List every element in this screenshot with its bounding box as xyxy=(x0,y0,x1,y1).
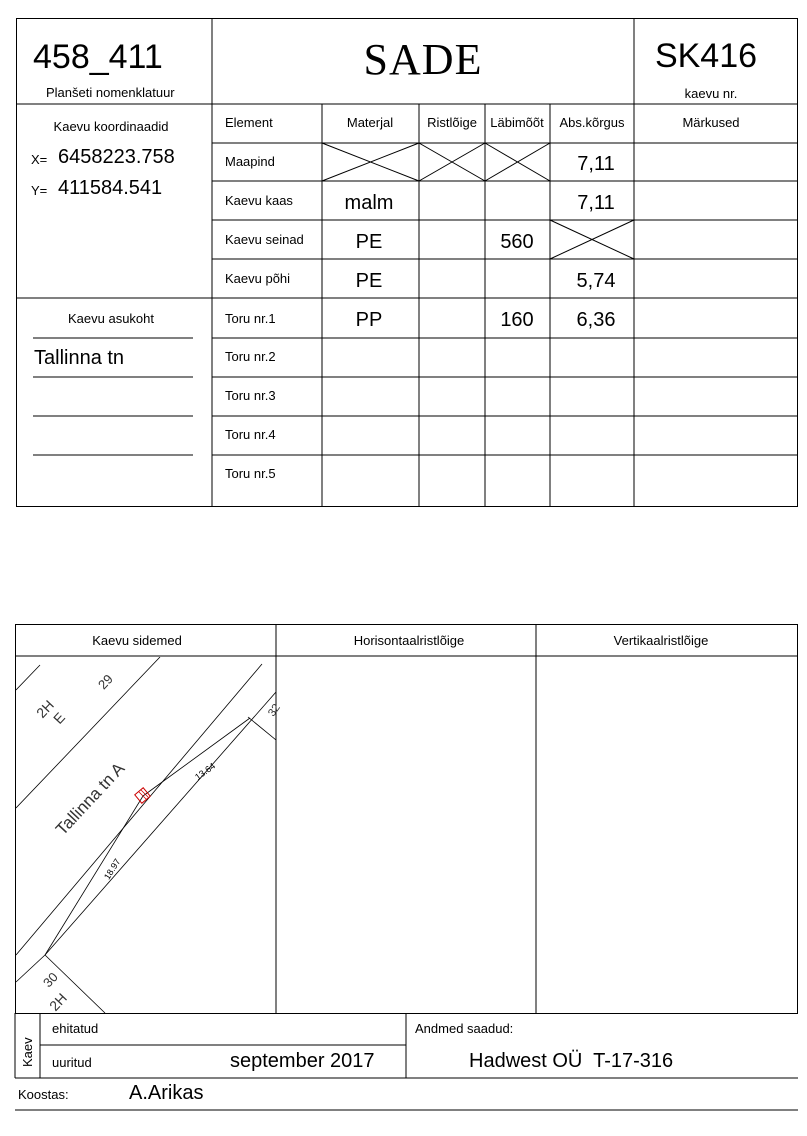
footer-date: september 2017 xyxy=(230,1050,375,1072)
row-materjal: PP xyxy=(355,309,383,331)
location-label: Kaevu asukoht xyxy=(67,311,155,326)
col-header-labimoot: Läbimõõt xyxy=(490,115,544,130)
row-element: Toru nr.1 xyxy=(225,311,276,326)
y-coordinate: 411584.541 xyxy=(58,177,163,199)
footer-kaev-label: Kaev xyxy=(20,1037,35,1067)
row-labimoot: 160 xyxy=(500,309,534,331)
row-element: Toru nr.2 xyxy=(225,349,276,364)
location-value: Tallinna tn xyxy=(34,347,125,369)
row-element: Maapind xyxy=(225,154,275,169)
section-label-horisontaal: Horisontaalristlõige xyxy=(353,633,465,648)
row-labimoot: 560 xyxy=(500,231,534,253)
x-prefix: X= xyxy=(31,152,48,167)
row-abs-korgus: 5,74 xyxy=(576,270,616,292)
row-materjal: PE xyxy=(355,270,383,292)
map-label-29: 29 xyxy=(95,671,116,693)
coordinates-label: Kaevu koordinaadid xyxy=(53,119,169,134)
x-coordinate: 6458223.758 xyxy=(58,146,175,168)
map-label-2h-bottom: 2H xyxy=(46,989,70,1014)
sheet-number: 458_411 xyxy=(33,38,163,76)
footer-andmed-label: Andmed saadud: xyxy=(415,1021,514,1036)
section-label-vertikaal: Vertikaalristlõige xyxy=(613,633,709,648)
footer-ehitatud-label: ehitatud xyxy=(52,1021,99,1036)
row-abs-korgus: 6,36 xyxy=(576,309,616,331)
row-element: Toru nr.3 xyxy=(225,388,276,403)
col-header-ristloige: Ristlõige xyxy=(427,115,477,130)
col-header-materjal: Materjal xyxy=(346,115,394,130)
map-label-32: 32 xyxy=(266,701,283,719)
map-label-e: E xyxy=(50,709,69,727)
map-label-2h-top: 2H xyxy=(33,696,57,721)
row-element: Toru nr.4 xyxy=(225,427,276,442)
row-materjal: PE xyxy=(355,231,383,253)
row-element: Kaevu seinad xyxy=(225,232,304,247)
row-abs-korgus: 7,11 xyxy=(577,192,615,214)
footer-author: A.Arikas xyxy=(129,1082,204,1104)
map-street-label: Tallinna tn A xyxy=(52,758,129,839)
row-element: Kaevu põhi xyxy=(225,271,291,286)
footer-uuritud-label: uuritud xyxy=(52,1055,92,1070)
footer-koostas-label: Koostas: xyxy=(18,1087,69,1102)
y-prefix: Y= xyxy=(31,183,48,198)
row-element: Toru nr.5 xyxy=(225,466,276,481)
well-label: kaevu nr. xyxy=(684,86,738,101)
map-distance-2: 18.97 xyxy=(102,856,123,882)
well-id: SK416 xyxy=(654,37,758,75)
map-label-30: 30 xyxy=(40,969,61,991)
section-label-sidemed: Kaevu sidemed xyxy=(92,633,182,648)
row-element: Kaevu kaas xyxy=(225,193,293,208)
col-header-abs-korgus: Abs.kõrgus xyxy=(559,115,625,130)
map-distance-1: 13.64 xyxy=(193,760,218,783)
col-header-markused: Märkused xyxy=(682,115,740,130)
col-header-element: Element xyxy=(225,115,273,130)
row-materjal: malm xyxy=(344,192,394,214)
row-abs-korgus: 7,11 xyxy=(577,153,615,175)
sheet-label: Planšeti nomenklatuur xyxy=(46,85,175,100)
footer-source: Hadwest OÜ T-17-316 xyxy=(469,1050,674,1072)
